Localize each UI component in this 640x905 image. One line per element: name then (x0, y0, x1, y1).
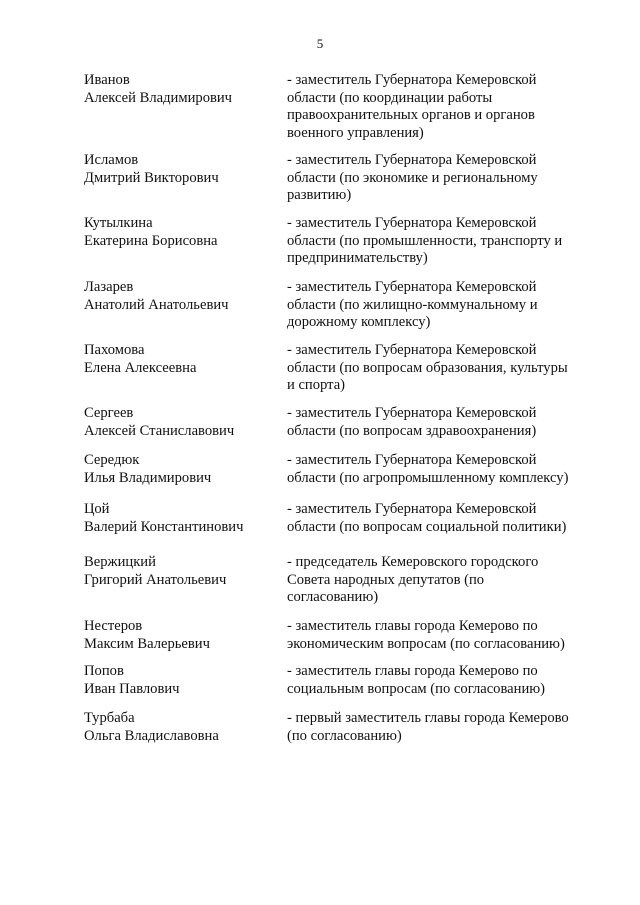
member-surname: Цой (84, 501, 110, 517)
member-surname: Нестеров (84, 618, 143, 634)
member-role (287, 152, 592, 205)
member-role-line: - заместитель Губернатора Кемеровской (287, 279, 537, 295)
member-name (84, 279, 279, 314)
member-given-names: Валерий Константинович (84, 518, 244, 535)
member-role-line: области (по агропромышленному комплексу) (287, 469, 569, 486)
member-role (287, 279, 592, 332)
member-role-line: и спорта) (287, 377, 346, 394)
member-role-line: развитию) (287, 187, 352, 204)
member-role-line: - первый заместитель главы города Кемерово (287, 710, 569, 726)
member-surname: Исламов (84, 152, 139, 168)
member-name (84, 405, 279, 440)
member-name (84, 710, 279, 745)
member-role-line: - заместитель Губернатора Кемеровской (287, 501, 537, 517)
member-role (287, 342, 592, 395)
member-surname: Турбаба (84, 710, 135, 726)
page-number: 5 (316, 36, 324, 51)
member-given-names: Екатерина Борисовна (84, 232, 218, 249)
member-role-line: - заместитель Губернатора Кемеровской (287, 342, 537, 358)
member-name (84, 663, 279, 698)
member-role (287, 710, 592, 745)
member-given-names: Елена Алексеевна (84, 359, 197, 376)
member-surname: Середюк (84, 452, 140, 468)
member-surname: Попов (84, 663, 124, 679)
member-surname: Иванов (84, 72, 130, 88)
member-given-names: Алексей Владимирович (84, 89, 233, 106)
member-given-names: Максим Валерьевич (84, 635, 210, 652)
member-role-line: - заместитель главы города Кемерово по (287, 663, 538, 679)
member-role-line: - заместитель Губернатора Кемеровской (287, 152, 537, 168)
member-name (84, 215, 279, 250)
member-role-line: экономическим вопросам (по согласованию) (287, 635, 565, 652)
member-role-line: - председатель Кемеровского городского (287, 554, 539, 570)
member-role-line: - заместитель Губернатора Кемеровской (287, 452, 537, 468)
member-role-line: согласованию) (287, 589, 379, 606)
member-name (84, 501, 279, 536)
member-role-line: военного управления) (287, 124, 424, 141)
member-role-line: социальным вопросам (по согласованию) (287, 680, 546, 697)
member-surname: Сергеев (84, 405, 134, 421)
member-name (84, 152, 279, 187)
member-role (287, 72, 592, 142)
member-role-line: предпринимательству) (287, 250, 428, 267)
member-role (287, 405, 592, 440)
member-name (84, 452, 279, 487)
member-role-line: области (по вопросам социальной политики) (287, 518, 567, 535)
member-name (84, 342, 279, 377)
member-name (84, 554, 279, 589)
member-given-names: Алексей Станиславович (84, 422, 235, 439)
member-role-line: области (по промышленности, транспорту и (287, 232, 563, 249)
member-role-line: дорожному комплексу) (287, 314, 431, 331)
member-name (84, 72, 279, 107)
member-surname: Лазарев (84, 279, 134, 295)
member-role-line: области (по вопросам образования, культуры (287, 359, 568, 376)
member-role (287, 663, 592, 698)
member-role (287, 452, 592, 487)
member-role-line: (по согласованию) (287, 727, 402, 744)
member-role-line: правоохранительных органов и органов (287, 107, 535, 124)
member-given-names: Иван Павлович (84, 680, 180, 697)
member-given-names: Илья Владимирович (84, 469, 212, 486)
member-role-line: области (по экономике и региональному (287, 169, 538, 186)
member-role-line: - заместитель Губернатора Кемеровской (287, 215, 537, 231)
member-role-line: Совета народных депутатов (по (287, 571, 485, 588)
member-role (287, 215, 592, 268)
member-role (287, 554, 592, 607)
member-name (84, 618, 279, 653)
member-surname: Кутылкина (84, 215, 153, 231)
member-surname: Пахомова (84, 342, 145, 358)
member-given-names: Анатолий Анатольевич (84, 296, 229, 313)
member-role-line: - заместитель Губернатора Кемеровской (287, 72, 537, 88)
member-role-line: - заместитель Губернатора Кемеровской (287, 405, 537, 421)
member-role-line: области (по жилищно-коммунальному и (287, 296, 538, 313)
member-role-line: - заместитель главы города Кемерово по (287, 618, 538, 634)
member-role-line: области (по координации работы (287, 89, 493, 106)
member-given-names: Григорий Анатольевич (84, 571, 227, 588)
member-role (287, 501, 592, 536)
member-given-names: Ольга Владиславовна (84, 727, 219, 744)
member-role-line: области (по вопросам здравоохранения) (287, 422, 537, 439)
member-given-names: Дмитрий Викторович (84, 169, 219, 186)
member-role (287, 618, 592, 653)
member-surname: Вержицкий (84, 554, 156, 570)
